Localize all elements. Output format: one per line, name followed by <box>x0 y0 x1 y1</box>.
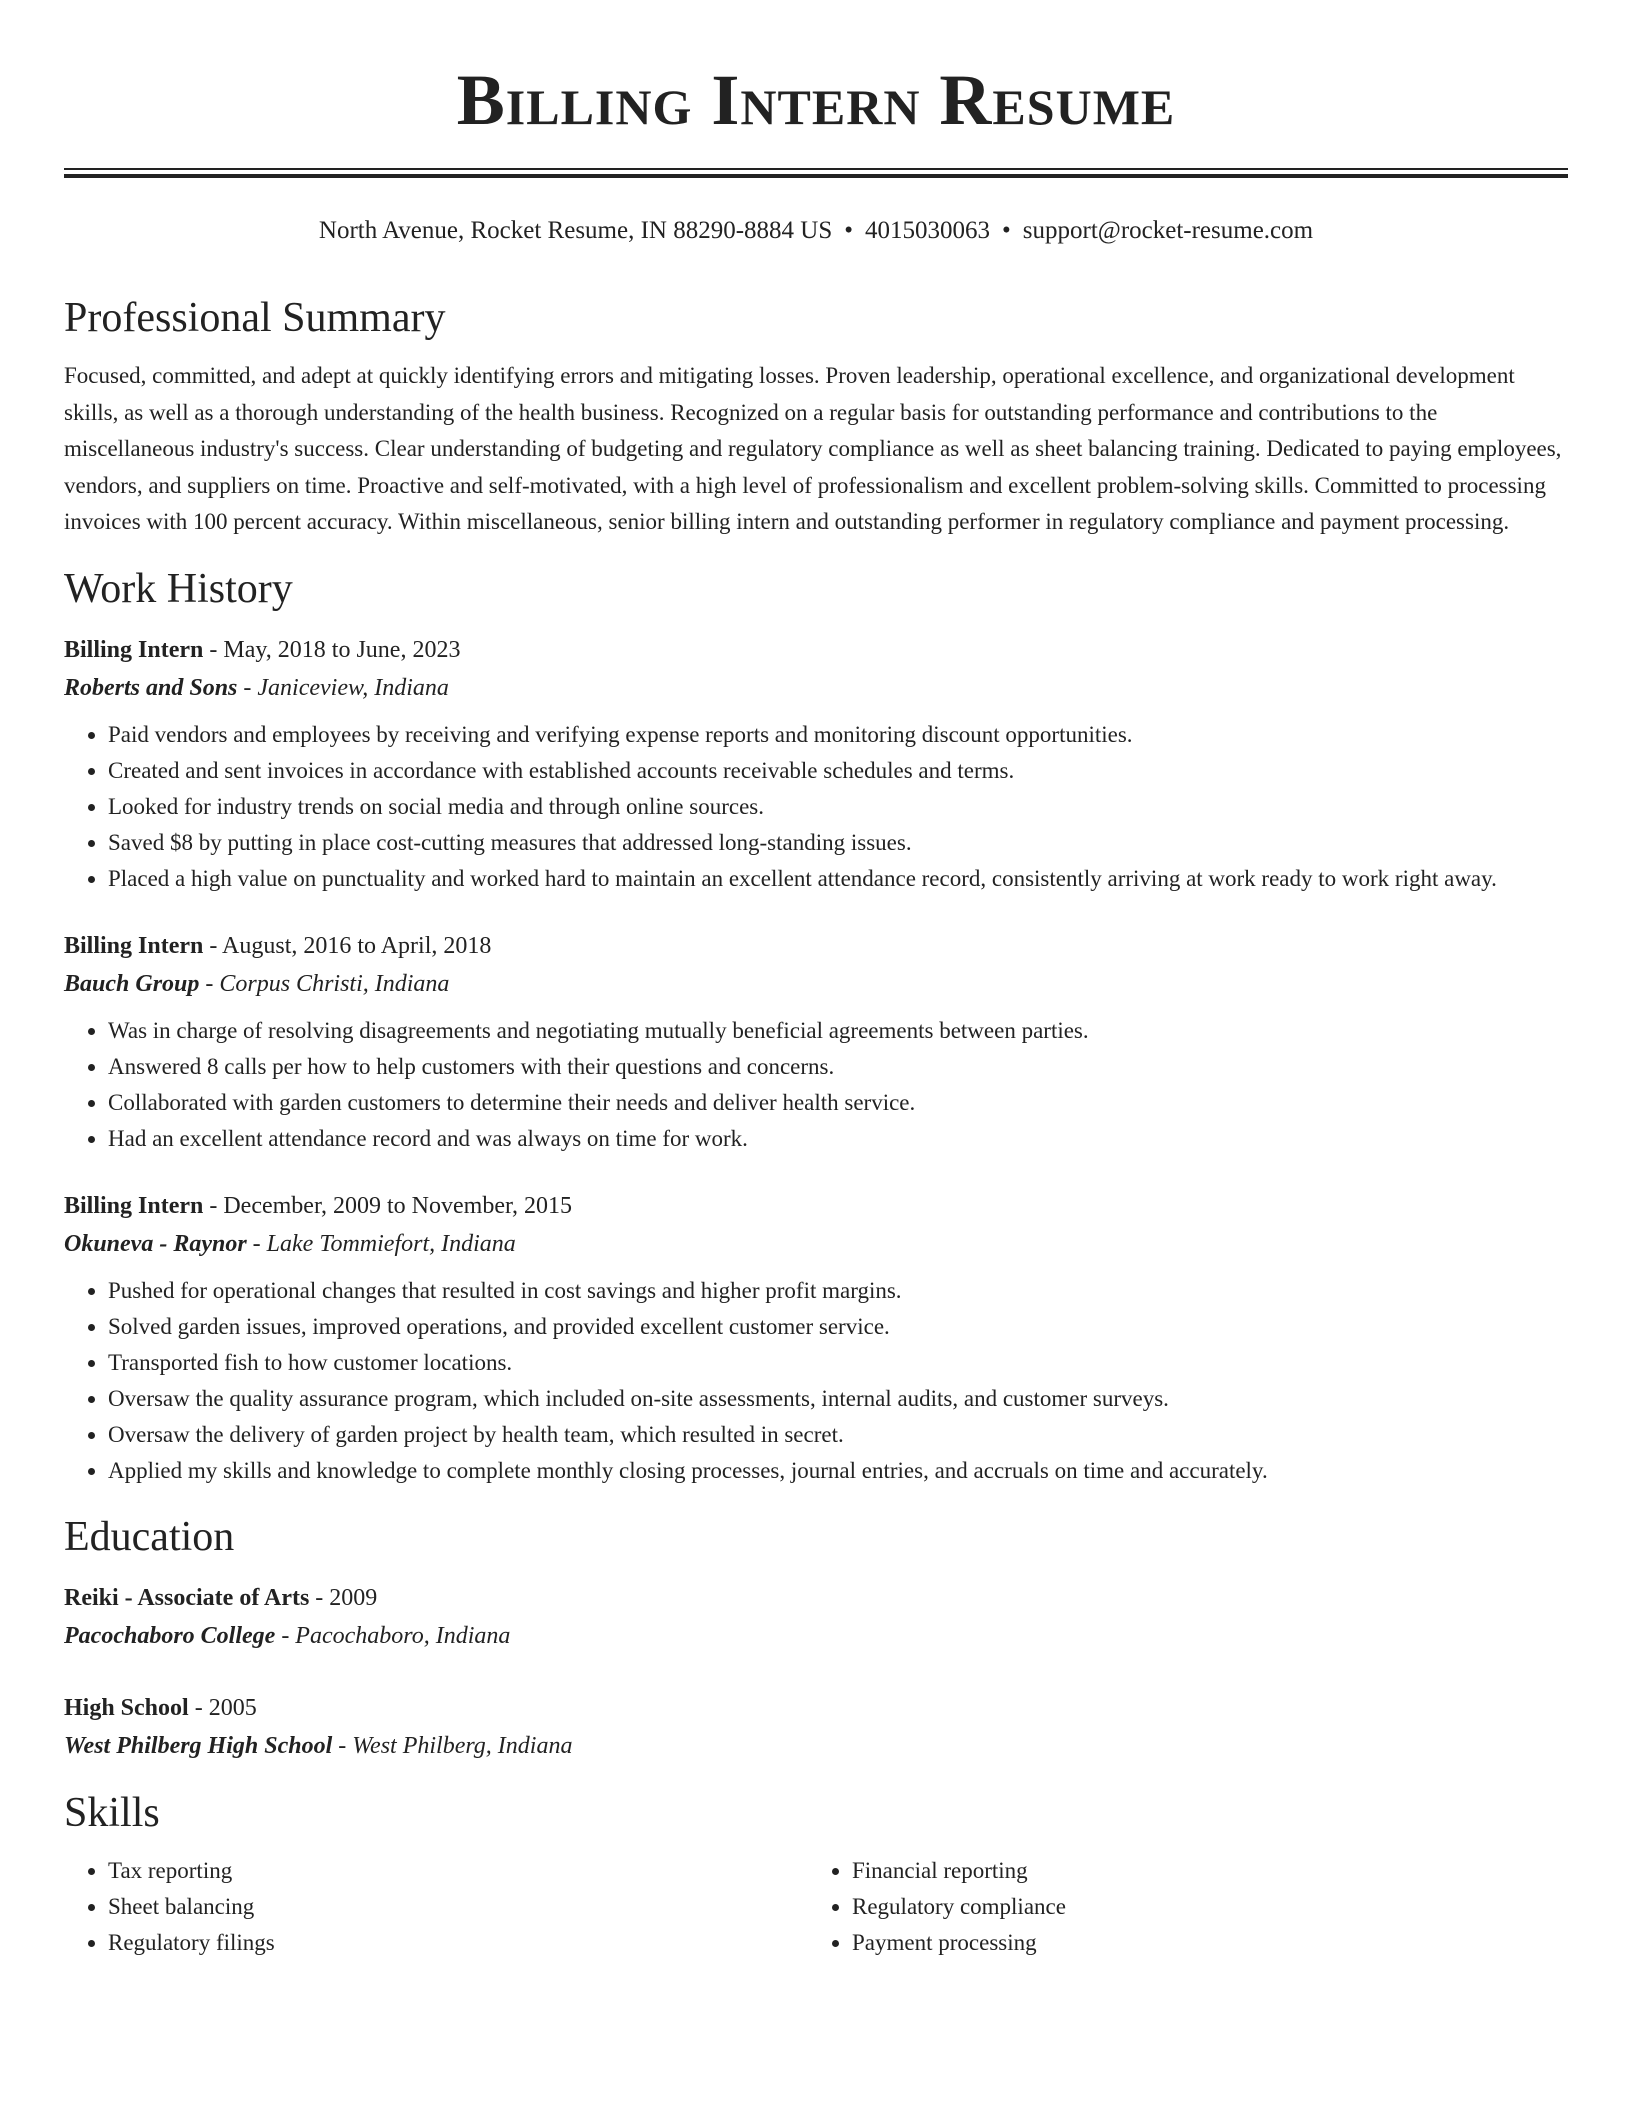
skills-columns <box>64 1853 1568 1961</box>
job-dates: - August, 2016 to April, 2018 <box>203 932 492 959</box>
job-bullets <box>64 1273 1568 1489</box>
resume-content <box>64 290 1568 1961</box>
job-bullet: • Transported fish to how customer locations. <box>108 1345 1568 1381</box>
contact-separator: • <box>1002 217 1011 244</box>
job-bullet: • Oversaw the delivery of garden project by health team, which resulted in secret. <box>108 1417 1568 1453</box>
education-location: - Pacochaboro, Indiana <box>275 1622 511 1649</box>
education-location: - West Philberg, Indiana <box>332 1732 573 1759</box>
job-location: - Janiceview, Indiana <box>237 674 449 701</box>
job-location: - Lake Tommiefort, Indiana <box>246 1230 516 1257</box>
education-entry <box>64 1579 1568 1655</box>
resume-title: Billing Intern Resume <box>456 60 1176 140</box>
job-title-line <box>64 927 1568 965</box>
education-school-line <box>64 1617 1568 1655</box>
job-title-line <box>64 631 1568 669</box>
summary-section <box>64 290 1568 541</box>
summary-heading: Professional Summary <box>64 295 446 341</box>
job-bullets <box>64 1013 1568 1157</box>
title-divider-thick <box>64 174 1568 178</box>
job-entry <box>64 631 1568 897</box>
education-year: - 2005 <box>188 1694 257 1721</box>
skills-list-right <box>808 1853 1552 1961</box>
job-bullet: • Collaborated with garden customers to determine their needs and deliver health service. <box>108 1085 1568 1121</box>
job-company: Okuneva - Raynor <box>64 1230 247 1257</box>
job-bullet: • Answered 8 calls per how to help customers with their questions and concerns. <box>108 1049 1568 1085</box>
job-bullet: • Pushed for operational changes that resulted in cost savings and higher profit margins. <box>108 1273 1568 1309</box>
education-school: West Philberg High School <box>64 1732 333 1759</box>
skill-item: • Regulatory compliance <box>852 1889 1552 1925</box>
education-school-line <box>64 1727 1568 1765</box>
job-bullet: • Looked for industry trends on social media and through online sources. <box>108 789 1568 825</box>
job-title: Billing Intern <box>64 932 204 959</box>
skill-item: • Sheet balancing <box>108 1889 808 1925</box>
job-bullet: • Was in charge of resolving disagreements and negotiating mutually beneficial agreements between parties. <box>108 1013 1568 1049</box>
job-bullets <box>64 717 1568 897</box>
education-heading: Education <box>64 1513 235 1560</box>
skill-item: • Financial reporting <box>852 1853 1552 1889</box>
education-section <box>64 1509 1568 1765</box>
education-degree-line <box>64 1689 1568 1727</box>
job-location: - Corpus Christi, Indiana <box>199 970 450 997</box>
skills-heading: Skills <box>64 1789 160 1836</box>
work-history-heading: Work History <box>64 565 293 612</box>
job-bullet: • Solved garden issues, improved operations, and provided excellent customer service. <box>108 1309 1568 1345</box>
job-company-line <box>64 965 1568 1003</box>
skills-list-left <box>64 1853 808 1961</box>
job-bullet: • Paid vendors and employees by receiving and verifying expense reports and monitoring discount opportunities. <box>108 717 1568 753</box>
summary-text: Focused, committed, and adept at quickly identifying errors and mitigating losses. Proven leadership, operational excellence, and organizational development skills, as well as a thorough understanding of the health business. Recognized on a regular basis for outstanding performance and contributions to the miscellaneous industry's success. Clear understanding of budgeting and regulatory compliance as well as sheet balancing training. Dedicated to paying employees, vendors, and suppliers on time. Proactive and self-motivated, with a high level of professionalism and excellent problem-solving skills. Committed to processing invoices with 100 percent accuracy. Within miscellaneous, senior billing intern and outstanding performer in regulatory compliance and payment processing. <box>64 363 1562 534</box>
education-degree: Reiki - Associate of Arts <box>64 1584 310 1611</box>
job-company: Roberts and Sons <box>64 674 238 701</box>
job-dates: - December, 2009 to November, 2015 <box>203 1192 572 1219</box>
education-entry <box>64 1689 1568 1765</box>
contact-line <box>0 214 1632 248</box>
job-title: Billing Intern <box>64 1192 204 1219</box>
skill-item: • Payment processing <box>852 1925 1552 1961</box>
job-bullet: • Placed a high value on punctuality and worked hard to maintain an excellent attendance record, consistently arriving at work ready to work right away. <box>108 861 1568 897</box>
job-bullet: • Had an excellent attendance record and was always on time for work. <box>108 1121 1568 1157</box>
skill-item: • Tax reporting <box>108 1853 808 1889</box>
skills-section <box>64 1785 1568 1961</box>
contact-address: North Avenue, Rocket Resume, IN 88290-8884 US <box>318 217 833 244</box>
job-dates: - May, 2018 to June, 2023 <box>203 636 461 663</box>
work-history-section <box>64 561 1568 1489</box>
job-bullet: • Oversaw the quality assurance program, which included on-site assessments, internal audits, and customer surveys. <box>108 1381 1568 1417</box>
job-entry <box>64 1187 1568 1489</box>
job-company: Bauch Group <box>64 970 200 997</box>
education-degree: High School <box>64 1694 189 1721</box>
job-bullet: • Applied my skills and knowledge to complete monthly closing processes, journal entries, and accruals on time and accurately. <box>108 1453 1568 1489</box>
education-degree-line <box>64 1579 1568 1617</box>
contact-phone: 4015030063 <box>865 217 991 244</box>
skill-item: • Regulatory filings <box>108 1925 808 1961</box>
job-entry <box>64 927 1568 1157</box>
education-year: - 2009 <box>309 1584 378 1611</box>
education-school: Pacochaboro College <box>64 1622 276 1649</box>
job-bullet: • Created and sent invoices in accordance with established accounts receivable schedules and terms. <box>108 753 1568 789</box>
contact-email: support@rocket-resume.com <box>1022 217 1314 244</box>
job-company-line <box>64 1225 1568 1263</box>
contact-separator: • <box>844 217 854 244</box>
job-title: Billing Intern <box>64 636 204 663</box>
job-bullet: • Saved $8 by putting in place cost-cutting measures that addressed long-standing issues. <box>108 825 1568 861</box>
job-company-line <box>64 669 1568 707</box>
job-title-line <box>64 1187 1568 1225</box>
title-divider-thin <box>64 168 1568 170</box>
